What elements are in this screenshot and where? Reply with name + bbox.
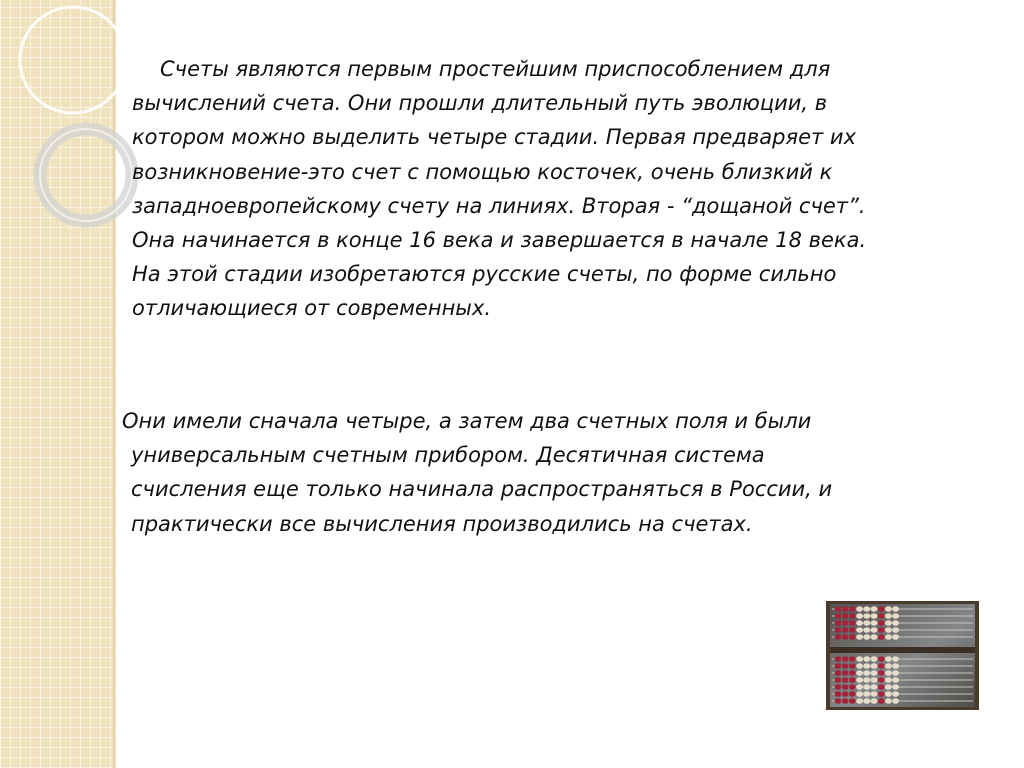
paragraph-line: западноевропейскому счету на линиях. Вторая - “дощаной счет”. [132,193,866,218]
paragraph-line: отличающиеся от современных. [132,296,491,321]
paragraph-line: возникновение-это счет с помощью косточек, очень близкий к [132,159,833,184]
paragraph-line: вычислений счета. Они прошли длительный путь эволюции, в [132,91,828,116]
paragraph-line: универсальным счетным прибором. Десятичная система [131,443,765,468]
paragraph-line: Она начинается в конце 16 века и завершается в начале 18 века. [132,228,867,253]
paragraph-line: практически все вычисления производились на счетах. [131,511,753,536]
paragraph-line: Счеты являются первым простейшим приспособлением для [160,57,831,81]
paragraph-line: котором можно выделить четыре стадии. Первая предваряет их [132,125,857,150]
paragraph-abacus-history [132,52,1012,326]
paragraph-line: счисления еще только начинала распространяться в России, и [131,477,833,502]
paragraph-line: На этой стадии изобретаются русские счеты, по форме сильно [132,262,837,287]
paragraph-line: Они имели сначала четыре, а затем два счетных поля и были [122,409,812,433]
abacus-image [826,601,979,710]
paragraph-counting-fields [122,404,1002,541]
